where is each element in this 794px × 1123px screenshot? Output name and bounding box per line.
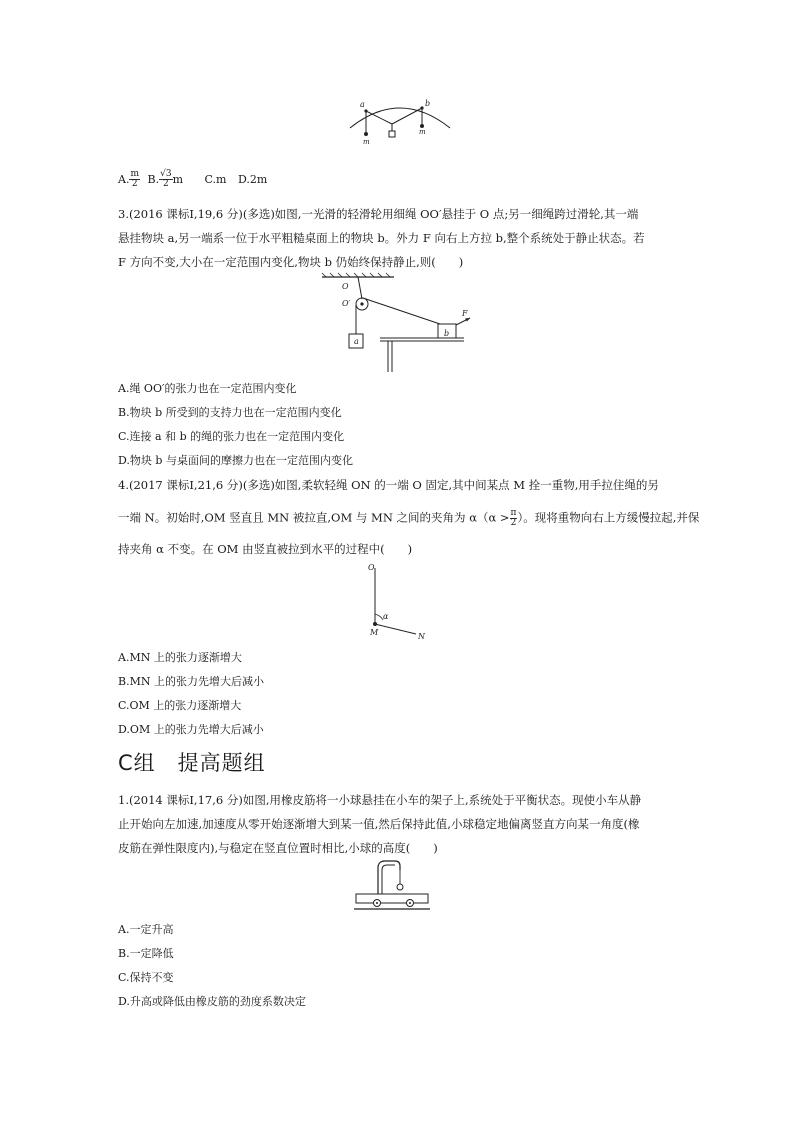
q4-fig-label-M: M: [370, 628, 379, 637]
fig1-label-m-left: m: [363, 138, 370, 146]
q3-fig-label-F: F: [462, 309, 468, 318]
q3-option-d: D.物块 b 与桌面间的摩擦力也在一定范围内变化: [118, 454, 353, 467]
section-c-title: C组 提高题组: [118, 751, 266, 775]
q2-option-b: B. $\frac{√3}{2}$ m: [147, 169, 183, 189]
q2-option-c: C.m: [204, 172, 227, 186]
q3-option-c: C.连接 a 和 b 的绳的张力也在一定范围内变化: [118, 430, 345, 443]
figure-rope-angle: [362, 560, 434, 640]
q3-option-a: A.绳 OO′的张力也在一定范围内变化: [118, 382, 297, 395]
q4-option-a: A.MN 上的张力逐渐增大: [118, 651, 242, 664]
q4-fig-label-O: O: [368, 563, 375, 572]
q4-stem-line-3: 持夹角 α 不变。在 OM 由竖直被拉到水平的过程中( ): [118, 542, 413, 556]
q3-stem-line-3: F 方向不变,大小在一定范围内变化,物块 b 仍始终保持静止,则( ): [118, 255, 464, 269]
q4-option-d: D.OM 上的张力先增大后减小: [118, 723, 264, 736]
c1-stem-line-3: 皮筋在弹性限度内),与稳定在竖直位置时相比,小球的高度( ): [118, 841, 438, 855]
fig1-label-b: b: [425, 99, 431, 108]
q2-option-d: D.2m: [237, 172, 268, 186]
c1-stem-line-1: 1.(2014 课标Ⅰ,17,6 分)如图,用橡皮筋将一小球悬挂在小车的架子上,系统处于平衡状态。现使小车从静: [118, 793, 642, 807]
c1-option-c: C.保持不变: [118, 971, 174, 984]
q2-options: [118, 170, 267, 189]
q4-frac: $\frac{\pi}{2}$: [510, 508, 517, 528]
q4-stem-line-2: 一端 N。初始时,OM 竖直且 MN 被拉直,OM 与 MN 之间的夹角为 α（α > $\frac{\pi}{2}$ ）。现将重物向右上方缓慢拉起,并保: [118, 508, 700, 528]
c1-stem-line-2: 止开始向左加速,加速度从零开始逐渐增大到某一值,然后保持此值,小球稳定地偏离竖直方向某一角度(橡: [118, 817, 640, 831]
q3-fig-label-O: O: [342, 282, 349, 291]
c1-option-d: D.升高或降低由橡皮筋的劲度系数决定: [118, 995, 306, 1008]
q3-stem-line-1: 3.(2016 课标Ⅰ,19,6 分)(多选)如图,一光滑的轻滑轮用细绳 OO′悬挂于 O 点;另一细绳跨过滑轮,其一端: [118, 207, 639, 221]
q3-stem-line-2: 悬挂物块 a,另一端系一位于水平粗糙桌面上的物块 b。外力 F 向右上方拉 b,整个系统处于静止状态。若: [118, 231, 645, 245]
c1-option-a: A.一定升高: [118, 923, 174, 936]
figure-pulley: [318, 272, 478, 374]
fig1-label-a: a: [360, 100, 365, 109]
q3-fig-label-O-prime: O′: [342, 299, 351, 308]
figure-cart: [352, 858, 432, 912]
q3-fig-label-b: b: [444, 329, 450, 338]
q2-option-a: A. $\frac{m}{2}$: [118, 169, 139, 189]
q3-option-b: B.物块 b 所受到的支持力也在一定范围内变化: [118, 406, 342, 419]
q4-option-b: B.MN 上的张力先增大后减小: [118, 675, 264, 688]
fig1-label-m-right: m: [419, 128, 426, 136]
q4-fig-label-alpha: α: [383, 612, 389, 621]
c1-option-b: B.一定降低: [118, 947, 174, 960]
figure-arc-masses: [340, 98, 460, 150]
q3-fig-label-a: a: [354, 337, 359, 346]
q4-option-c: C.OM 上的张力逐渐增大: [118, 699, 242, 712]
q4-stem-line-1: 4.(2017 课标Ⅰ,21,6 分)(多选)如图,柔软轻绳 ON 的一端 O 固定,其中间某点 M 拴一重物,用手拉住绳的另: [118, 478, 659, 492]
q4-fig-label-N: N: [418, 632, 425, 641]
